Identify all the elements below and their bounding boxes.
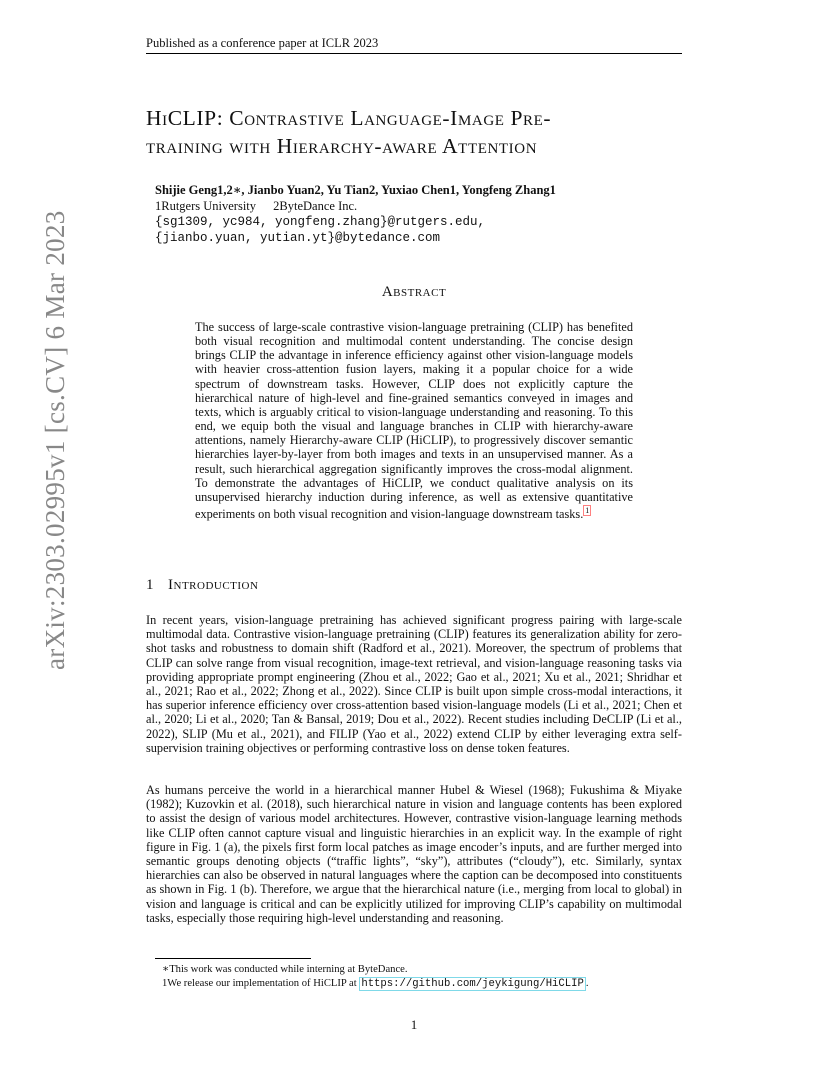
affiliations: [155, 199, 371, 214]
github-link[interactable]: https://github.com/jeykigung/HiCLIP: [361, 978, 584, 990]
abstract-heading: Abstract: [381, 284, 447, 300]
abstract-text: The success of large-scale contrastive vision-language pretraining (CLIP) has benefited both visual recognition and multimodal content understanding. The concise design brings CLIP the advantage in inference efficiency against other vision-language models with heavier cross-attention fusion layers, making it a popular choice for a wide spectrum of downstream tasks. However, CLIP does not explicitly capture the hierarchical nature of high-level and fine-grained semantics conveyed in images and texts, which is arguably critical to vision-language understanding and reasoning. To this end, we equip both the visual and language branches in CLIP with hierarchy-aware attentions, namely Hierarchy-aware CLIP (HiCLIP), to progressively discover semantic hierarchies layer-by-layer from both images and texts in an unsupervised manner. As a result, such hierarchical aggregation significantly improves the cross-modal alignment. To demonstrate the advantages of HiCLIP, we conduct qualitative analysis on its unsupervised hierarchy induction during inference, as well as extensive quantitative experiments on both visual recognition and vision-language downstream tasks.: [195, 320, 633, 522]
abstract-footnote-link[interactable]: 1: [585, 506, 590, 516]
abstract-body: [195, 320, 633, 521]
arxiv-sidebar-stamp: arXiv:2303.02995v1 [cs.CV] 6 Mar 2023: [40, 210, 70, 670]
author-list: Shijie Geng1,2∗, Jianbo Yuan2, Yu Tian2, Yuxiao Chen1, Yongfeng Zhang1: [155, 183, 556, 197]
section-title: Introduction: [168, 577, 259, 593]
email-line-2: {jianbo.yuan, yutian.yt}@bytedance.com: [155, 231, 441, 245]
header-rule: [146, 53, 682, 54]
page-number: 1: [410, 1017, 418, 1032]
affiliation-2: 2ByteDance Inc.: [273, 199, 358, 213]
footnote-star: ∗This work was conducted while interning at ByteDance.: [162, 964, 408, 975]
paper-title: [146, 104, 706, 160]
footnote-rule: [155, 958, 311, 959]
section-number: 1: [146, 577, 154, 593]
affiliation-1: 1Rutgers University: [155, 199, 257, 213]
title-line-2: training with Hierarchy-aware Attention: [146, 134, 538, 158]
intro-paragraph-2: As humans perceive the world in a hierarchical manner Hubel & Wiesel (1968); Fukushima & Miyake (1982); Kuzovkin et al. (2018), such hierarchical nature in vision and language contents has been explored to assist the design of various model architectures. However, contrastive vision-language learning methods like CLIP often cannot capture visual and linguistic hierarchies in an explicit way. In the example of right figure in Fig. 1 (a), the pixels first form local patches as image encoder’s inputs, and are further merged into semantic groups denoting objects (“traffic lights”, “sky”), attributes (“cloudy”), etc. Similarly, syntax hierarchies can also be observed in natural languages where the caption can be decomposed into constituents as shown in Fig. 1 (b). Therefore, we argue that the hierarchical nature (i.e., merging from local to global) in vision and language is critical and can be explicitly utilized for improving CLIP’s capability on multimodal tasks, especially those requiring high-level understanding and reasoning.: [146, 783, 682, 925]
footnote-1: [162, 978, 589, 990]
intro-paragraph-1: In recent years, vision-language pretraining has achieved significant progress pairing with large-scale multimodal data. Contrastive vision-language pretraining (CLIP) features its generalization ability for zero-shot tasks and robustness to domain shift (Radford et al., 2021). Moreover, the spectrum of problems that CLIP can solve range from visual recognition, image-text retrieval, and vision-language reasoning tasks via providing appropriate prompt engineering (Zhou et al., 2022; Gao et al., 2021; Xu et al., 2021; Shridhar et al., 2021; Rao et al., 2022; Zhong et al., 2022). Since CLIP is built upon simple cross-modal interactions, it has superior inference efficiency over cross-attention based vision-language models (Li et al., 2021; Chen et al., 2020; Li et al., 2020; Tan & Bansal, 2019; Dou et al., 2022). Recent studies including DeCLIP (Li et al., 2022), SLIP (Mu et al., 2021), and FILIP (Yao et al., 2022) extend CLIP by either leveraging extra self-supervision training objectives or performing contrastive loss on dense token features.: [146, 613, 682, 755]
footnote-1-suffix: .: [585, 978, 589, 989]
section-heading: [146, 577, 258, 594]
footnote-1-text: 1We release our implementation of HiCLIP at: [162, 978, 357, 989]
email-line-1: {sg1309, yc984, yongfeng.zhang}@rutgers.edu,: [155, 215, 486, 229]
title-line-1: HiCLIP: Contrastive Language-Image Pre-: [146, 106, 552, 130]
running-header: Published as a conference paper at ICLR 2023: [146, 36, 379, 50]
